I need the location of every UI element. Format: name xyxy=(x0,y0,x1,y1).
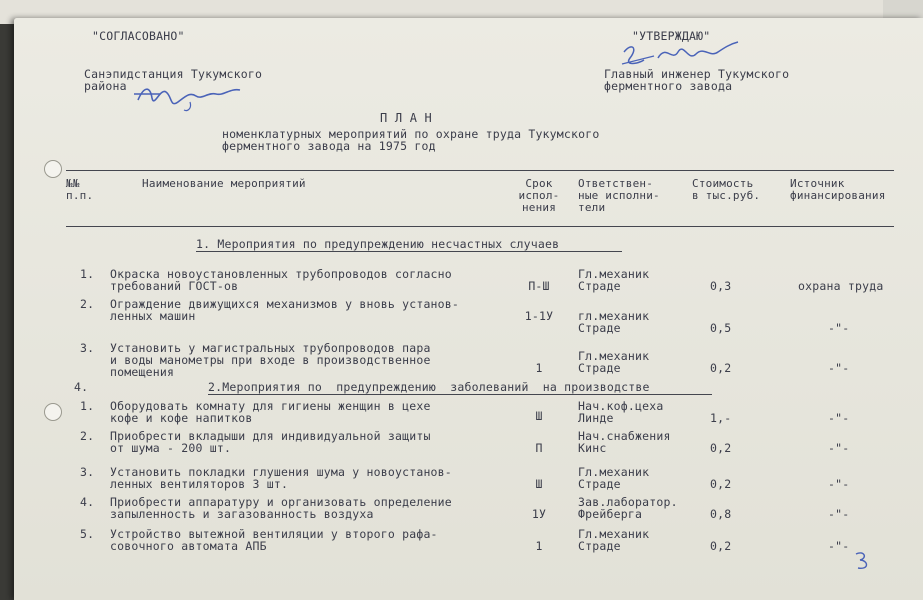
document-subtitle-line2: ферментного завода на 1975 год xyxy=(222,139,436,153)
table-header-rule xyxy=(66,226,894,227)
row-responsible: Гл.механик Страде xyxy=(578,267,650,293)
row-name: Устройство вытежной вентиляции у второго рафа- совочного автомата АПБ xyxy=(110,527,438,553)
row-source: -"- xyxy=(828,539,850,553)
row-responsible: Гл.механик Страде xyxy=(578,465,650,491)
binder-hole-top xyxy=(44,160,62,178)
row-cost: 0,2 xyxy=(710,477,732,491)
row-term: 1-1У xyxy=(524,309,554,323)
row-term: Ш xyxy=(535,477,543,491)
row-source: -"- xyxy=(828,361,850,375)
approval-left-stamp: "СОГЛАСОВАНО" xyxy=(92,29,185,43)
page-mark-scribble xyxy=(850,548,878,574)
row-number: 2. xyxy=(80,429,95,443)
row-cost: 0,2 xyxy=(710,441,732,455)
header-number: №№ п.п. xyxy=(66,177,94,202)
row-cost: 1,- xyxy=(710,411,732,425)
row-responsible: гл.механик Страде xyxy=(578,309,650,335)
row-cost: 0,2 xyxy=(710,539,732,553)
approval-left-line2: района xyxy=(84,79,127,93)
approval-right-line2: ферментного завода xyxy=(604,79,733,93)
row-responsible: Гл.механик Страде xyxy=(578,527,650,553)
row-name: Приобрести вкладыши для индивидуальной защиты от шума - 200 шт. xyxy=(110,429,431,455)
row-source: -"- xyxy=(828,411,850,425)
signature-left xyxy=(130,78,250,114)
row-name: Установить покладки глушения шума у новоустанов- ленных вентиляторов 3 шт. xyxy=(110,465,452,491)
row-number: 2. xyxy=(80,297,95,311)
row-term: П-Ш xyxy=(528,279,550,293)
row-responsible: Нач.коф.цеха Линде xyxy=(578,399,664,425)
header-responsible: Ответствен- ные исполни- тели xyxy=(578,177,660,214)
table-top-rule xyxy=(66,170,894,171)
section-title: 1. Мероприятия по предупреждению несчастных случаев xyxy=(196,237,560,251)
row-source: -"- xyxy=(828,441,850,455)
row-term: 1 xyxy=(535,361,543,375)
approval-right-line1: Главный инженер Тукумского xyxy=(604,67,790,81)
row-term: П xyxy=(535,441,543,455)
approval-left-line1: Санэпидстанция Тукумского xyxy=(84,67,263,81)
header-term: Срок испол- нения xyxy=(518,177,560,214)
row-name: Окраска новоустановленных трубопроводов согласно требований ГОСТ-ов xyxy=(110,267,452,293)
signature-right xyxy=(614,38,744,72)
row-source: -"- xyxy=(828,321,850,335)
row-cost: 0,2 xyxy=(710,361,732,375)
section-marker: 4. xyxy=(74,380,89,394)
row-number: 4. xyxy=(80,495,95,509)
document-subtitle-line1: номенклатурных мероприятий по охране труда Тукумского xyxy=(222,127,600,141)
section-title: 2.Мероприятия по предупреждению заболеваний на производстве xyxy=(208,380,650,394)
row-responsible: Зав.лаборатор. Фрейберга xyxy=(578,495,678,521)
row-source: -"- xyxy=(828,477,850,491)
section-title-underline xyxy=(196,251,622,252)
row-number: 3. xyxy=(80,465,95,479)
document-title: П Л А Н xyxy=(380,111,432,125)
row-term: Ш xyxy=(535,409,543,423)
row-name: Оборудовать комнату для гигиены женщин в цехе кофе и кофе напитков xyxy=(110,399,431,425)
section-title-underline xyxy=(208,394,712,395)
row-name: Ограждение движущихся механизмов у вновь установ- ленных машин xyxy=(110,297,460,323)
header-source: Источник финансирования xyxy=(790,177,886,202)
approval-right-stamp: "УТВЕРЖДАЮ" xyxy=(632,29,711,43)
row-name: Установить у магистральных трубопроводов пара и воды манометры при входе в производственное помещения xyxy=(110,341,431,379)
row-number: 5. xyxy=(80,527,95,541)
row-number: 1. xyxy=(80,267,95,281)
binder-hole-bottom xyxy=(44,403,62,421)
row-term: 1У xyxy=(531,507,547,521)
row-name: Приобрести аппаратуру и организовать определение запыленность и загазованность воздуха xyxy=(110,495,452,521)
row-cost: 0,8 xyxy=(710,507,732,521)
row-source: охрана труда xyxy=(798,279,884,293)
row-cost: 0,5 xyxy=(710,321,732,335)
row-number: 1. xyxy=(80,399,95,413)
header-name: Наименование мероприятий xyxy=(142,177,306,190)
row-source: -"- xyxy=(828,507,850,521)
row-cost: 0,3 xyxy=(710,279,732,293)
header-cost: Стоимость в тыс.руб. xyxy=(692,177,761,202)
row-number: 3. xyxy=(80,341,95,355)
row-term: 1 xyxy=(535,539,543,553)
row-responsible: Нач.снабжения Кинс xyxy=(578,429,671,455)
row-responsible: Гл.механик Страде xyxy=(578,349,650,375)
